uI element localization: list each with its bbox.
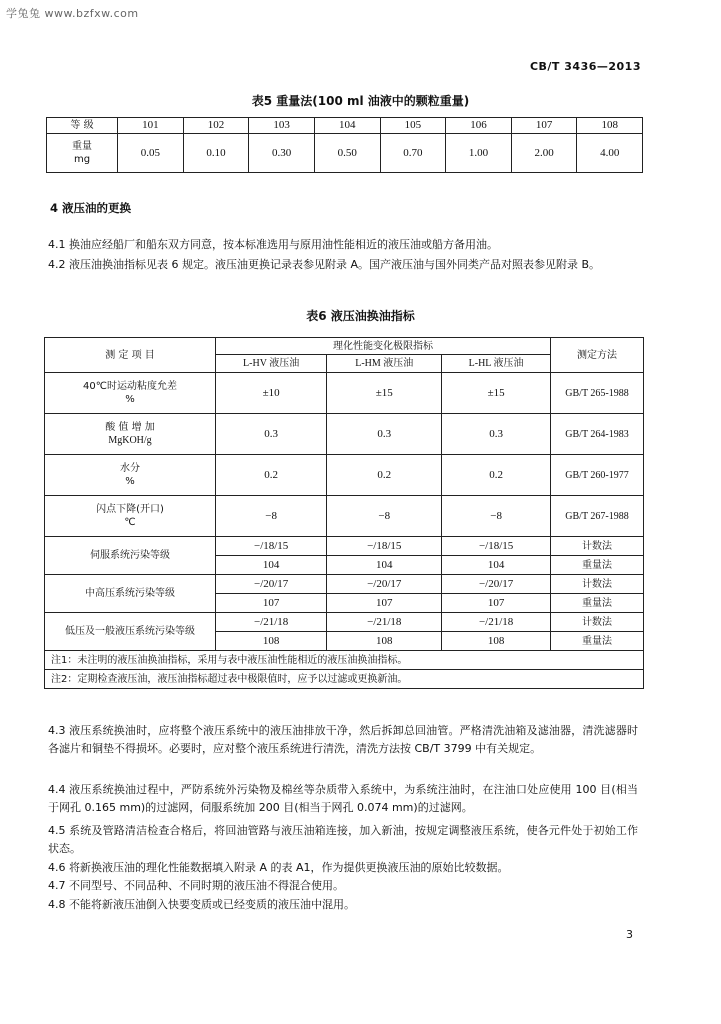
page-number: 3 bbox=[626, 928, 633, 941]
grade-cell: 107 bbox=[511, 118, 577, 134]
weight-cell: 2.00 bbox=[511, 134, 577, 173]
cell-hl: 0.3 bbox=[442, 414, 551, 455]
weight-cell: 0.70 bbox=[380, 134, 446, 173]
row-item bbox=[45, 455, 216, 496]
cell-hl: 108 bbox=[442, 632, 551, 651]
cell-hm: −/21/18 bbox=[327, 613, 442, 632]
cell-hv: 0.2 bbox=[216, 455, 327, 496]
row-item-name: 闪点下降(开口) bbox=[96, 504, 164, 515]
grade-cell: 108 bbox=[577, 118, 643, 134]
pollution-item: 低压及一般液压系统污染等级 bbox=[45, 613, 216, 651]
cell-hm: ±15 bbox=[327, 373, 442, 414]
row-item-name: 40℃时运动粘度允差 bbox=[83, 381, 177, 392]
cell-hm: 108 bbox=[327, 632, 442, 651]
col-hv-header: L-HV 液压油 bbox=[216, 355, 327, 373]
weight-cell: 0.30 bbox=[249, 134, 315, 173]
cell-hm: −8 bbox=[327, 496, 442, 537]
weight-unit: mg bbox=[73, 154, 91, 165]
col-item-header: 测 定 项 目 bbox=[45, 338, 216, 373]
col-hm-header: L-HM 液压油 bbox=[327, 355, 442, 373]
table5-title: 表5 重量法(100 ml 油液中的颗粒重量) bbox=[251, 94, 470, 108]
row-item-name: 水分 bbox=[120, 463, 140, 474]
cell-hl: 104 bbox=[442, 556, 551, 575]
cell-hm: 0.2 bbox=[327, 455, 442, 496]
cell-hl: −/18/15 bbox=[442, 537, 551, 556]
col-group-header: 理化性能变化极限指标 bbox=[216, 338, 551, 355]
table6-note-2: 注2：定期检查液压油，液压油指标超过表中极限值时，应予以过滤或更换新油。 bbox=[45, 670, 644, 689]
cell-hm: −/18/15 bbox=[327, 537, 442, 556]
row-item-name: 酸 值 增 加 bbox=[105, 422, 155, 433]
cell-method: GB/T 260-1977 bbox=[551, 455, 644, 496]
pollution-item: 伺服系统污染等级 bbox=[45, 537, 216, 575]
weight-cell: 1.00 bbox=[446, 134, 512, 173]
grade-cell: 102 bbox=[183, 118, 249, 134]
cell-method: GB/T 267-1988 bbox=[551, 496, 644, 537]
cell-hv: −/18/15 bbox=[216, 537, 327, 556]
cell-method: 重量法 bbox=[551, 594, 644, 613]
table6-title: 表6 液压油换油指标 bbox=[306, 309, 415, 323]
paragraph-4-5: 4.5 系统及管路清洁检查合格后，将回油管路与液压油箱连接，加入新油，按规定调整液压系统，使各元件处于初始工作状态。 bbox=[48, 824, 638, 855]
cell-hl: 107 bbox=[442, 594, 551, 613]
weight-cell: 4.00 bbox=[577, 134, 643, 173]
row-item bbox=[45, 496, 216, 537]
row-item-unit: % bbox=[125, 394, 135, 405]
cell-hm: 0.3 bbox=[327, 414, 442, 455]
col-method-header: 测定方法 bbox=[551, 338, 644, 373]
cell-hv: −/21/18 bbox=[216, 613, 327, 632]
cell-hm: 104 bbox=[327, 556, 442, 575]
grade-cell: 105 bbox=[380, 118, 446, 134]
cell-hv: 0.3 bbox=[216, 414, 327, 455]
grade-cell: 101 bbox=[118, 118, 184, 134]
cell-hl: ±15 bbox=[442, 373, 551, 414]
paragraph-4-8: 4.8 不能将新液压油倒入快要变质或已经变质的液压油中混用。 bbox=[48, 898, 355, 911]
row-item bbox=[45, 414, 216, 455]
cell-hm: −/20/17 bbox=[327, 575, 442, 594]
row-item-unit: ℃ bbox=[124, 517, 136, 528]
table5 bbox=[46, 117, 643, 173]
cell-hv: 104 bbox=[216, 556, 327, 575]
section4-heading: 4 液压油的更换 bbox=[50, 201, 132, 215]
weight-label-text: 重量 bbox=[72, 141, 92, 152]
weight-cell: 0.50 bbox=[314, 134, 380, 173]
weight-cell: 0.10 bbox=[183, 134, 249, 173]
paragraph-4-3: 4.3 液压系统换油时，应将整个液压系统中的液压油排放干净，然后拆卸总回油管。严格清洗油箱及滤油器，清洗滤器时各滤片和铜垫不得损坏。必要时，应对整个液压系统进行清洗，清洗方法按 CB/T 3799 中有关规定。 bbox=[48, 724, 638, 755]
grade-cell: 104 bbox=[314, 118, 380, 134]
cell-hl: −8 bbox=[442, 496, 551, 537]
cell-hv: −8 bbox=[216, 496, 327, 537]
cell-method: GB/T 264-1983 bbox=[551, 414, 644, 455]
paragraph-4-7: 4.7 不同型号、不同品种、不同时期的液压油不得混合使用。 bbox=[48, 879, 344, 892]
paragraph-4-6: 4.6 将新换液压油的理化性能数据填入附录 A 的表 A1，作为提供更换液压油的原始比较数据。 bbox=[48, 861, 509, 874]
cell-method: 重量法 bbox=[551, 632, 644, 651]
weight-cell: 0.05 bbox=[118, 134, 184, 173]
pollution-item: 中高压系统污染等级 bbox=[45, 575, 216, 613]
table6-note-1: 注1：未注明的液压油换油指标，采用与表中液压油性能相近的液压油换油指标。 bbox=[45, 651, 644, 670]
cell-method: 计数法 bbox=[551, 613, 644, 632]
grade-cell: 103 bbox=[249, 118, 315, 134]
weight-label bbox=[47, 134, 118, 173]
grade-cell: 106 bbox=[446, 118, 512, 134]
row-item-unit: % bbox=[125, 476, 135, 487]
cell-hv: −/20/17 bbox=[216, 575, 327, 594]
cell-hv: 107 bbox=[216, 594, 327, 613]
cell-method: 计数法 bbox=[551, 537, 644, 556]
cell-hv: 108 bbox=[216, 632, 327, 651]
paragraph-4-4: 4.4 液压系统换油过程中，严防系统外污染物及棉丝等杂质带入系统中，为系统注油时，在注油口处应使用 100 目(相当于网孔 0.165 mm)的过滤网，伺服系统加 200 目(相当于网孔 0.074 mm)的过滤网。 bbox=[48, 783, 638, 814]
cell-hm: 107 bbox=[327, 594, 442, 613]
cell-method: 重量法 bbox=[551, 556, 644, 575]
watermark: 学兔兔 www.bzfxw.com bbox=[6, 7, 139, 20]
cell-hl: −/21/18 bbox=[442, 613, 551, 632]
row-item bbox=[45, 373, 216, 414]
table6 bbox=[44, 337, 644, 689]
paragraph-4-2: 4.2 液压油换油指标见表 6 规定。液压油更换记录表参见附录 A。国产液压油与国外同类产品对照表参见附录 B。 bbox=[48, 258, 601, 271]
cell-hl: −/20/17 bbox=[442, 575, 551, 594]
col-hl-header: L-HL 液压油 bbox=[442, 355, 551, 373]
cell-method: GB/T 265-1988 bbox=[551, 373, 644, 414]
row-item-unit: MgKOH/g bbox=[108, 435, 152, 446]
standard-code: CB/T 3436—2013 bbox=[529, 60, 641, 73]
paragraph-4-1: 4.1 换油应经船厂和船东双方同意，按本标准选用与原用油性能相近的液压油或船方备用油。 bbox=[48, 238, 498, 251]
cell-hv: ±10 bbox=[216, 373, 327, 414]
grade-label: 等 级 bbox=[47, 118, 118, 134]
cell-hl: 0.2 bbox=[442, 455, 551, 496]
cell-method: 计数法 bbox=[551, 575, 644, 594]
